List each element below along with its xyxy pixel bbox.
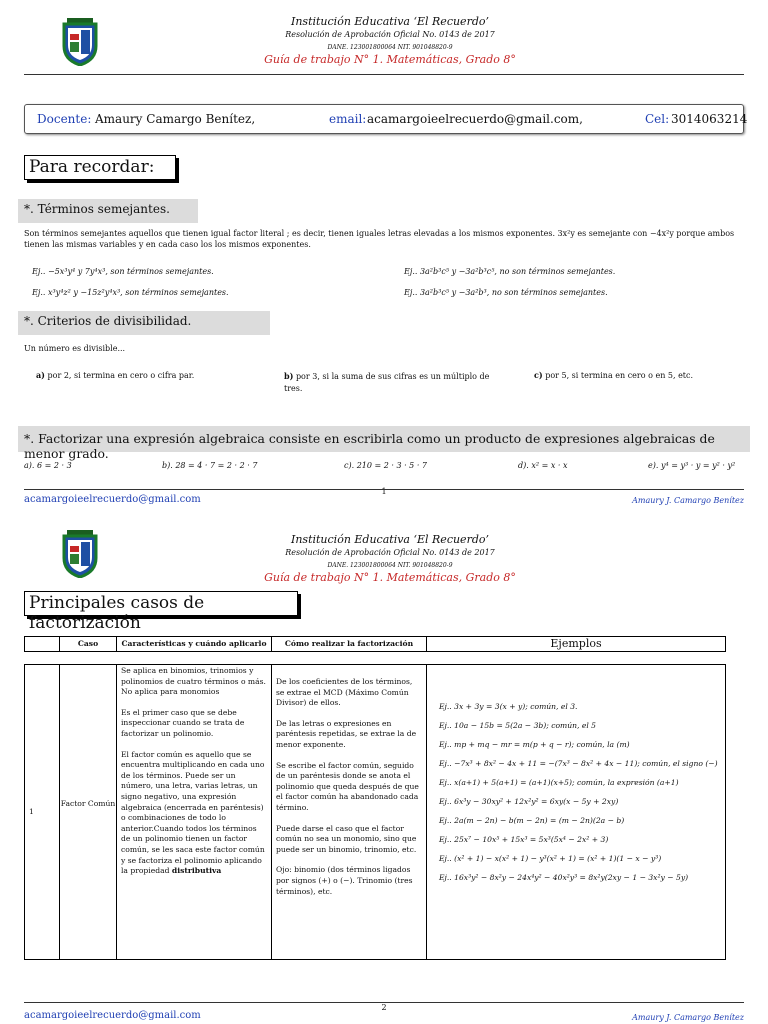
example-1: Ej.. −5x³y⁴ y 7y⁴x³, son términos semejantes. <box>32 267 214 276</box>
page2-number: 2 <box>381 1003 387 1012</box>
factor-example-a: a). 6 = 2 · 3 <box>24 461 72 470</box>
page2-title: Principales casos de factorización <box>24 591 298 616</box>
institution-name: Institución Educativa ‘El Recuerdo’ <box>291 15 489 28</box>
school-logo <box>62 18 98 64</box>
factor-example-row: Ej.. 25x⁷ − 10x⁵ + 15x³ = 5x³(5x⁴ − 2x² + 3) <box>439 835 609 844</box>
criterion-c <box>534 370 744 380</box>
section-factorizar: *. Factorizar una expresión algebraica consiste en escribirla como un producto de expresiones algebraicas de menor grado. <box>18 426 750 452</box>
factor-example-e: e). y⁴ = y³ · y = y² · y² <box>648 461 736 470</box>
table-row-number <box>24 664 60 960</box>
guide-title: Guía de trabajo N° 1. Matemáticas, Grado 8° <box>264 571 516 584</box>
table-header-ejemplos: Ejemplos <box>426 636 726 652</box>
factor-example-row: Ej.. −7x³ + 8x² − 4x + 11 = −(7x³ − 8x² + 4x − 11); común, el signo (−) <box>439 759 718 768</box>
dane-text: DANE. 123001800064 NIT. 901048820-9 <box>327 44 453 51</box>
factor-example-row: Ej.. mp + mq − mr = m(p + q − r); común, la (m) <box>439 740 630 749</box>
table-header-caracteristicas: Características y cuándo aplicarlo <box>116 636 272 652</box>
characteristics-cell <box>116 664 272 960</box>
resolution-text: Resolución de Aprobación Oficial No. 0143 de 2017 <box>285 548 495 557</box>
criterion-a-label: a) <box>36 370 45 380</box>
factor-example-row: Ej.. 16x³y² − 8x²y − 24x⁴y² − 40x²y³ = 8x²y(2xy − 1 − 3x²y − 5y) <box>439 873 689 882</box>
header-rule <box>24 74 744 75</box>
example-2: Ej.. 3a²b³c⁵ y −3a²b³c⁵, no son términos semejantes. <box>404 267 616 276</box>
cel-number: 3014063214 <box>671 112 748 126</box>
page2-footer-email[interactable]: acamargoieelrecuerdo@gmail.com <box>24 1010 201 1021</box>
criterion-c-label: c) <box>534 370 543 380</box>
dane-text: DANE. 123001800064 NIT. 901048820-9 <box>327 562 453 569</box>
how-step-1: De los coeficientes de los términos, se extrae el MCD (Máximo Común Divisor) de ellos. <box>276 677 413 708</box>
how-step-3: Se escribe el factor común, seguido de un paréntesis donde se anota el polinomio que queda después de que el factor común ha abandonado cada término. <box>276 760 419 812</box>
case-name: Factor Común <box>59 664 117 960</box>
page1-number: 1 <box>381 487 387 496</box>
criterion-a <box>36 370 246 380</box>
school-logo <box>62 530 98 576</box>
criterion-c-text: por 5, si termina en cero o en 5, etc. <box>545 371 694 380</box>
characteristics-p3 <box>121 750 267 877</box>
how-step-5: Ojo: binomio (dos términos ligados por signos (+) o (−). Trinomio (tres términos), etc. <box>276 865 413 896</box>
docente-label: Docente: <box>37 112 92 126</box>
table-header-caso: Caso <box>59 636 117 652</box>
how-step-2: De las letras o expresiones en paréntesis repetidas, se extrae la de menor exponente. <box>276 718 417 749</box>
factor-example-b: b). 28 = 4 · 7 = 2 · 2 · 7 <box>162 461 258 470</box>
teacher-bar <box>24 104 748 134</box>
factor-example-row: Ej.. 3x + 3y = 3(x + y); común, el 3. <box>439 702 578 711</box>
row-number: 1 <box>29 807 34 816</box>
example-4: Ej.. 3a²b³c⁵ y −3a²b³, no son términos semejantes. <box>404 288 608 297</box>
section-divisibilidad: *. Criterios de divisibilidad. <box>18 311 270 335</box>
example-3: Ej.. x³y⁴z² y −15z²y⁴x³, son términos semejantes. <box>32 288 229 297</box>
factor-example-row: Ej.. (x² + 1) − x(x² + 1) − y³(x² + 1) = (x² + 1)(1 − x − y³) <box>439 854 662 863</box>
page2-footer-author: Amaury J. Camargo Benítez <box>632 1013 744 1022</box>
factor-example-c: c). 210 = 2 · 3 · 5 · 7 <box>344 461 427 470</box>
how-cell <box>271 664 427 960</box>
characteristics-p2: Es el primer caso que se debe inspeccionar cuando se trata de factorizar un polinomio. <box>121 707 245 738</box>
criterion-b-text: por 3, si la suma de sus cifras es un múltiplo de tres. <box>284 372 490 393</box>
characteristics-p3-bold: distributiva <box>171 866 222 876</box>
page1-title: Para recordar: <box>24 155 176 180</box>
characteristics-p1: Se aplica en binomios, trinomios y polinomios de cuatro términos o más. No aplica para monomios <box>121 666 266 697</box>
email-label: email: <box>329 112 367 126</box>
page1-footer-rule <box>24 489 744 490</box>
how-step-4: Puede darse el caso que el factor común no sea un monomio, sino que puede ser un binomio, trinomio, etc. <box>276 823 417 854</box>
factor-example-row: Ej.. 2a(m − 2n) − b(m − 2n) = (m − 2n)(2a − b) <box>439 816 625 825</box>
guide-title: Guía de trabajo N° 1. Matemáticas, Grado 8° <box>264 53 516 66</box>
criterion-b <box>284 370 500 395</box>
resolution-text: Resolución de Aprobación Oficial No. 0143 de 2017 <box>285 30 495 39</box>
divisibility-intro: Un número es divisible... <box>24 344 126 353</box>
criterion-a-text: por 2, si termina en cero o cifra par. <box>47 371 195 380</box>
factor-example-row: Ej.. 6x³y − 30xy² + 12x²y² = 6xy(x − 5y + 2xy) <box>439 797 619 806</box>
section1-text: Son términos semejantes aquellos que tienen igual factor literal ; es decir, tienen iguales letras elevadas a los mismos exponentes. 3x²y es semejante con −4x²y porque ambos tienen las mismas variables y en cada caso los los mismos exponentes. <box>24 229 735 249</box>
factor-example-row: Ej.. 10a − 15b = 5(2a − 3b); común, el 5 <box>439 721 597 730</box>
page2-footer-rule <box>24 1002 744 1003</box>
table-header-como: Cómo realizar la factorización <box>271 636 427 652</box>
factor-example-row: Ej.. x(a+1) + 5(a+1) = (a+1)(x+5); común, la expresión (a+1) <box>439 778 679 787</box>
institution-name: Institución Educativa ‘El Recuerdo’ <box>291 533 489 546</box>
examples-cell <box>426 664 726 960</box>
page1-footer-author: Amaury J. Camargo Benítez <box>632 496 744 505</box>
teacher-email[interactable]: acamargoieelrecuerdo@gmail.com, <box>367 112 583 126</box>
cel-label: Cel: <box>645 112 670 126</box>
criterion-b-label: b) <box>284 371 294 381</box>
factor-example-d: d). x² = x · x <box>518 461 568 470</box>
table-header-num <box>24 636 60 652</box>
docente-name: Amaury Camargo Benítez, <box>95 112 256 126</box>
page1-footer-email[interactable]: acamargoieelrecuerdo@gmail.com <box>24 494 201 505</box>
characteristics-p3-text: El factor común es aquello que se encuentra multiplicando en cada uno de los términos. Puede ser un número, una letra, varias letras, un signo negativo, una expresión algebraica (encerrada en paréntesis) o combinaciones de todo lo anterior.Cuando todos los términos de un polinomio tienen un factor común, se les saca este factor común y se factoriza el polinomio aplicando la propiedad <box>121 749 265 876</box>
section-terminos-semejantes: *. Términos semejantes. <box>18 199 198 223</box>
